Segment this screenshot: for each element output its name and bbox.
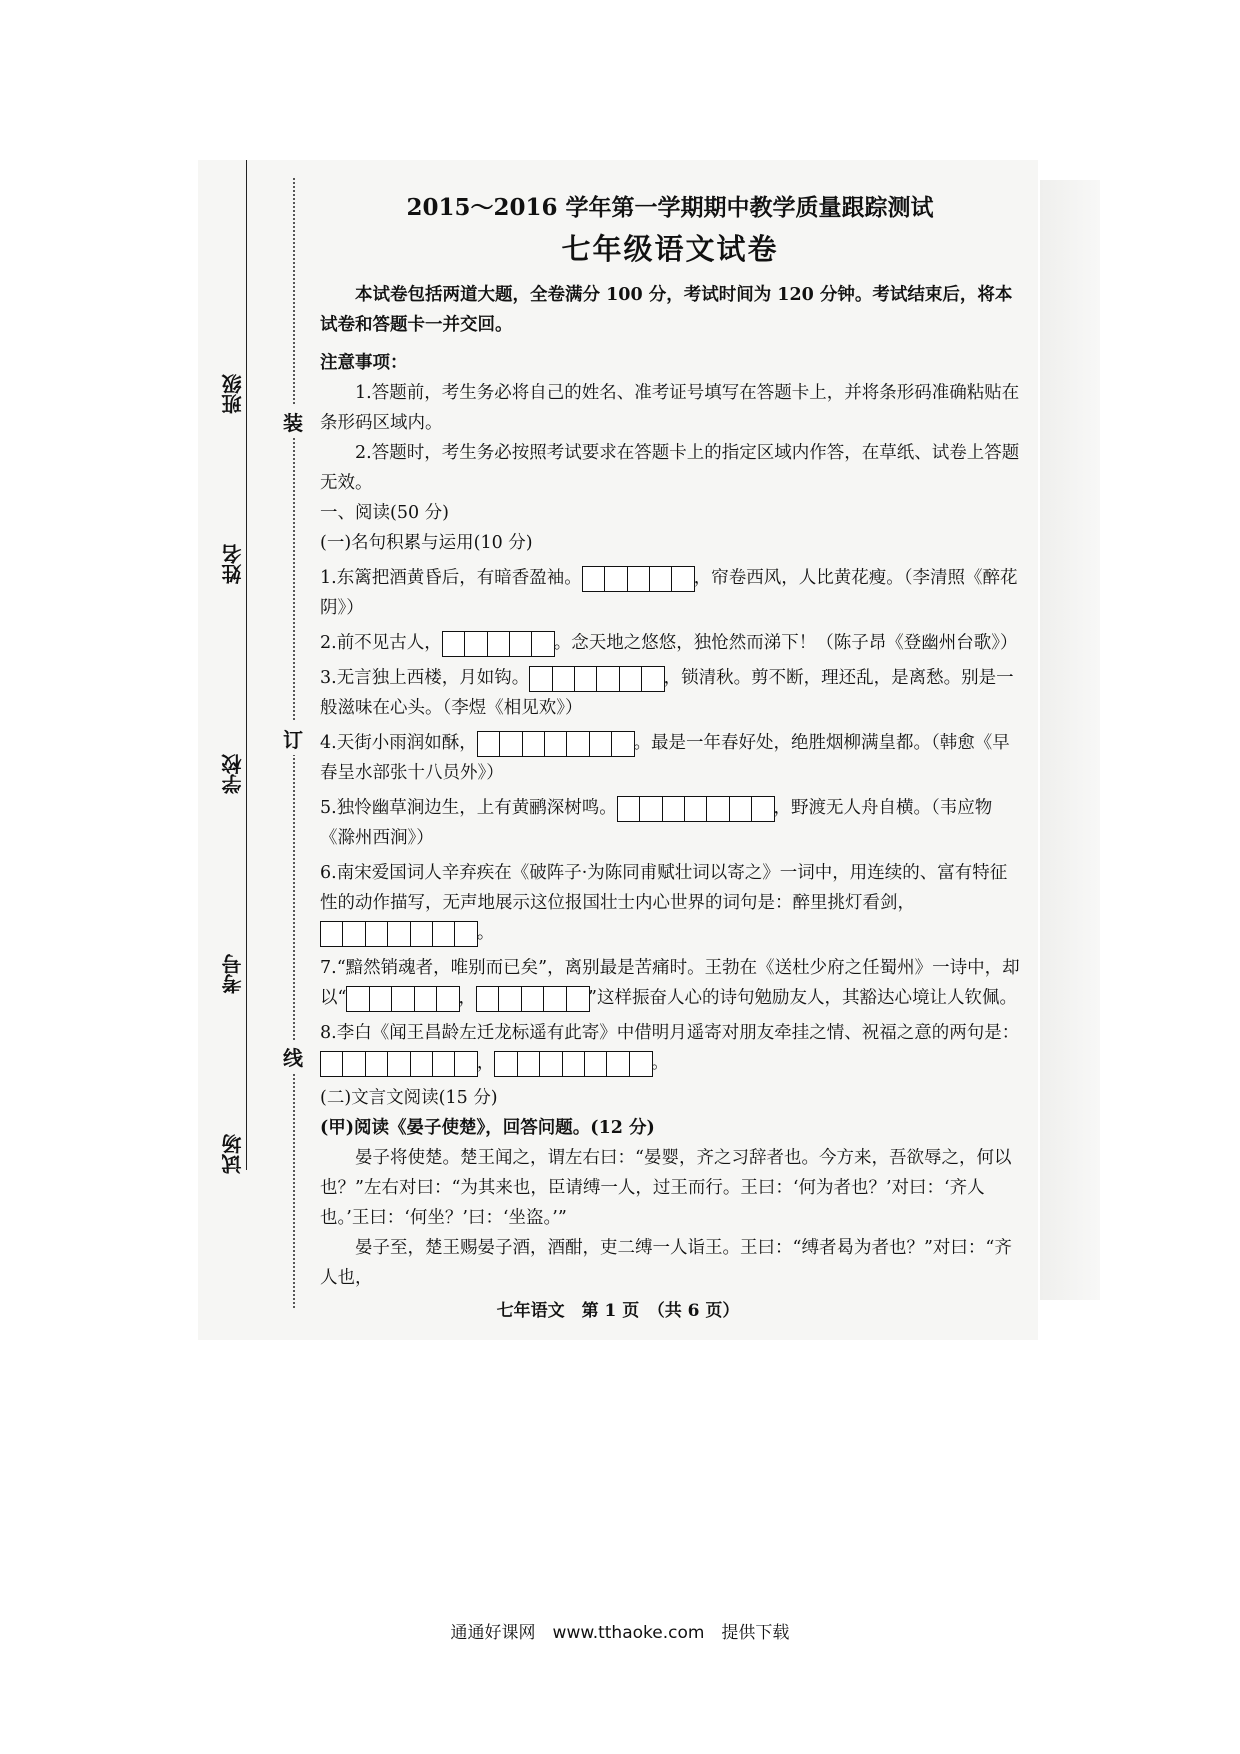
answer-box[interactable]	[629, 1051, 653, 1077]
answer-box[interactable]	[454, 921, 478, 947]
answer-box[interactable]	[543, 986, 567, 1012]
answer-box[interactable]	[342, 921, 366, 947]
question-5	[320, 793, 1020, 853]
question-text: 2.前不见古人，	[320, 633, 442, 653]
answer-box[interactable]	[454, 1051, 478, 1077]
answer-box[interactable]	[476, 986, 500, 1012]
answer-box[interactable]	[529, 666, 553, 692]
question-text: 6.南宋爱国词人辛弃疾在《破阵子·为陈同甫赋壮词以寄之》一词中，用连续的、富有特征性的动作描写，无声地展示这位报国壮士内心世界的词句是：醉里挑灯看剑，	[320, 863, 1008, 913]
answer-box[interactable]	[531, 631, 555, 657]
answer-box[interactable]	[521, 986, 545, 1012]
question-text: ，	[476, 1053, 495, 1073]
page-number: 七年语文 第 1 页 （共 6 页）	[496, 1301, 740, 1321]
section1-heading: 一、阅读(50 分)	[320, 503, 449, 523]
answer-box[interactable]	[552, 666, 576, 692]
answer-box[interactable]	[387, 921, 411, 947]
answer-box[interactable]	[320, 921, 344, 947]
answer-box[interactable]	[517, 1051, 541, 1077]
notes-heading: 注意事项：	[320, 353, 408, 373]
answer-box[interactable]	[387, 1051, 411, 1077]
answer-box[interactable]	[606, 1051, 630, 1077]
question-2	[320, 628, 1020, 658]
answer-box[interactable]	[671, 566, 695, 592]
answer-box[interactable]	[617, 796, 641, 822]
exam-number-field-label: 考号	[221, 954, 245, 994]
answer-box[interactable]	[487, 631, 511, 657]
answer-box[interactable]	[432, 1051, 456, 1077]
question-text: 。	[651, 1053, 669, 1073]
answer-box[interactable]	[346, 986, 370, 1012]
answer-box[interactable]	[365, 1051, 389, 1077]
school-field-label: 学校	[221, 754, 245, 794]
binding-mark-ding: 订	[280, 722, 306, 755]
question-text: 8.李白《闻王昌龄左迁龙标遥有此寄》中借明月遥寄对朋友牵挂之情、祝福之意的两句是：	[320, 1023, 1020, 1043]
download-credit: 通通好课网 www.tthaoke.com 提供下载	[450, 1623, 790, 1643]
answer-box[interactable]	[539, 1051, 563, 1077]
answer-box[interactable]	[498, 986, 522, 1012]
answer-boxes[interactable]	[320, 1051, 477, 1077]
answer-boxes[interactable]	[320, 921, 477, 947]
question-text: 。念天地之悠悠，独怆然而涕下！（陈子昂《登幽州台歌》）	[553, 633, 1018, 653]
answer-box[interactable]	[522, 731, 546, 757]
question-text: ，帘卷西风，人比黄花瘦。（李清照《醉花阴》）	[320, 568, 1018, 618]
question-text: 1.东篱把酒黄昏后，有暗香盈袖。	[320, 568, 582, 588]
question-6	[320, 858, 1020, 948]
name-field-label: 姓名	[221, 544, 245, 584]
answer-box[interactable]	[662, 796, 686, 822]
answer-box[interactable]	[751, 796, 775, 822]
exam-room-field-label: 试场	[221, 1134, 245, 1174]
section1-sub2: (二)文言文阅读(15 分)	[320, 1088, 498, 1108]
answer-box[interactable]	[584, 1051, 608, 1077]
answer-box[interactable]	[432, 921, 456, 947]
answer-boxes[interactable]	[442, 631, 554, 657]
answer-box[interactable]	[544, 731, 568, 757]
answer-box[interactable]	[410, 921, 434, 947]
question-text: ”这样振奋人心的诗句勉励友人，其豁达心境让人钦佩。	[588, 988, 1017, 1008]
answer-boxes[interactable]	[494, 1051, 651, 1077]
answer-box[interactable]	[369, 986, 393, 1012]
answer-box[interactable]	[619, 666, 643, 692]
question-7	[320, 953, 1020, 1013]
question-text: ，野渡无人舟自横。（韦应物《滁州西涧》）	[320, 798, 993, 848]
passage-paragraph: 晏子将使楚。楚王闻之，谓左右曰：“晏婴，齐之习辞者也。今方来，吾欲辱之，何以也？”左右对曰：“为其来也，臣请缚一人，过王而行。王曰：‘何为者也？’对曰：‘齐人也。’王曰：‘何坐？’曰：‘坐盗。’”	[320, 1148, 1012, 1228]
answer-box[interactable]	[499, 731, 523, 757]
exam-content	[320, 190, 1020, 1293]
exam-room-field-line	[246, 920, 247, 1170]
note-item: 2.答题时，考生务必按照考试要求在答题卡上的指定区域内作答，在草纸、试卷上答题无效。	[320, 443, 1020, 493]
answer-box[interactable]	[574, 666, 598, 692]
answer-box[interactable]	[509, 631, 533, 657]
answer-box[interactable]	[436, 986, 460, 1012]
answer-boxes[interactable]	[582, 566, 694, 592]
answer-box[interactable]	[684, 796, 708, 822]
answer-boxes[interactable]	[476, 986, 588, 1012]
answer-box[interactable]	[641, 666, 665, 692]
answer-box[interactable]	[649, 566, 673, 592]
bleed-through-strip	[1040, 180, 1100, 1300]
question-1	[320, 563, 1020, 623]
exam-intro: 本试卷包括两道大题，全卷满分 100 分，考试时间为 120 分钟。考试结束后，将本试卷和答题卡一并交回。	[320, 285, 1013, 335]
answer-box[interactable]	[611, 731, 635, 757]
class-field-label: 班级	[221, 374, 245, 414]
question-3	[320, 663, 1020, 723]
answer-box[interactable]	[442, 631, 466, 657]
question-text: 3.无言独上西楼，月如钩。	[320, 668, 530, 688]
part-a-heading: (甲)阅读《晏子使楚》，回答问题。(12 分)	[320, 1118, 655, 1138]
answer-box[interactable]	[706, 796, 730, 822]
note-item: 1.答题前，考生务必将自己的姓名、准考证号填写在答题卡上，并将条形码准确粘贴在条形码区域内。	[320, 383, 1020, 433]
answer-box[interactable]	[320, 1051, 344, 1077]
answer-box[interactable]	[566, 731, 590, 757]
answer-box[interactable]	[391, 986, 415, 1012]
answer-box[interactable]	[365, 921, 389, 947]
answer-box[interactable]	[464, 631, 488, 657]
question-4	[320, 728, 1020, 788]
answer-box[interactable]	[562, 1051, 586, 1077]
exam-title: 2015～2016 学年第一学期期中教学质量跟踪测试	[406, 194, 934, 221]
question-text: ，锁清秋。剪不断，理还乱，是离愁。别是一般滋味在心头。（李煜《相见欢》）	[320, 668, 1014, 718]
answer-box[interactable]	[494, 1051, 518, 1077]
question-text: ，	[458, 988, 476, 1008]
answer-box[interactable]	[342, 1051, 366, 1077]
answer-box[interactable]	[477, 731, 501, 757]
answer-boxes[interactable]	[617, 796, 774, 822]
answer-box[interactable]	[596, 666, 620, 692]
question-text: 5.独怜幽草涧边生，上有黄鹂深树鸣。	[320, 798, 617, 818]
question-text: 。	[476, 923, 495, 943]
answer-box[interactable]	[566, 986, 590, 1012]
exam-subtitle: 七年级语文试卷	[561, 232, 779, 266]
answer-box[interactable]	[410, 1051, 434, 1077]
binding-mark-xian: 线	[280, 1040, 306, 1073]
question-text: 7.“黯然销魂者，唯别而已矣”，离别最是苦痛时。王勃在《送杜少府之任蜀州》一诗中，却以“	[320, 958, 1020, 1008]
passage-paragraph: 晏子至，楚王赐晏子酒，酒酣，吏二缚一人诣王。王曰：“缚者曷为者也？”对曰：“齐人也，	[320, 1238, 1012, 1288]
question-8	[320, 1018, 1020, 1078]
question-text: 4.天街小雨润如酥，	[320, 733, 477, 753]
answer-box[interactable]	[414, 986, 438, 1012]
answer-box[interactable]	[627, 566, 651, 592]
question-text: 。最是一年春好处，绝胜烟柳满皇都。（韩愈《早春呈水部张十八员外》）	[320, 733, 1010, 783]
answer-box[interactable]	[604, 566, 628, 592]
answer-box[interactable]	[582, 566, 606, 592]
answer-boxes[interactable]	[529, 666, 663, 692]
answer-boxes[interactable]	[477, 731, 634, 757]
answer-box[interactable]	[639, 796, 663, 822]
section1-sub1: (一)名句积累与运用(10 分)	[320, 533, 533, 553]
answer-boxes[interactable]	[346, 986, 458, 1012]
exam-room-field[interactable]	[210, 920, 270, 1174]
answer-box[interactable]	[729, 796, 753, 822]
answer-box[interactable]	[589, 731, 613, 757]
binding-mark-zhuang: 装	[280, 405, 306, 438]
